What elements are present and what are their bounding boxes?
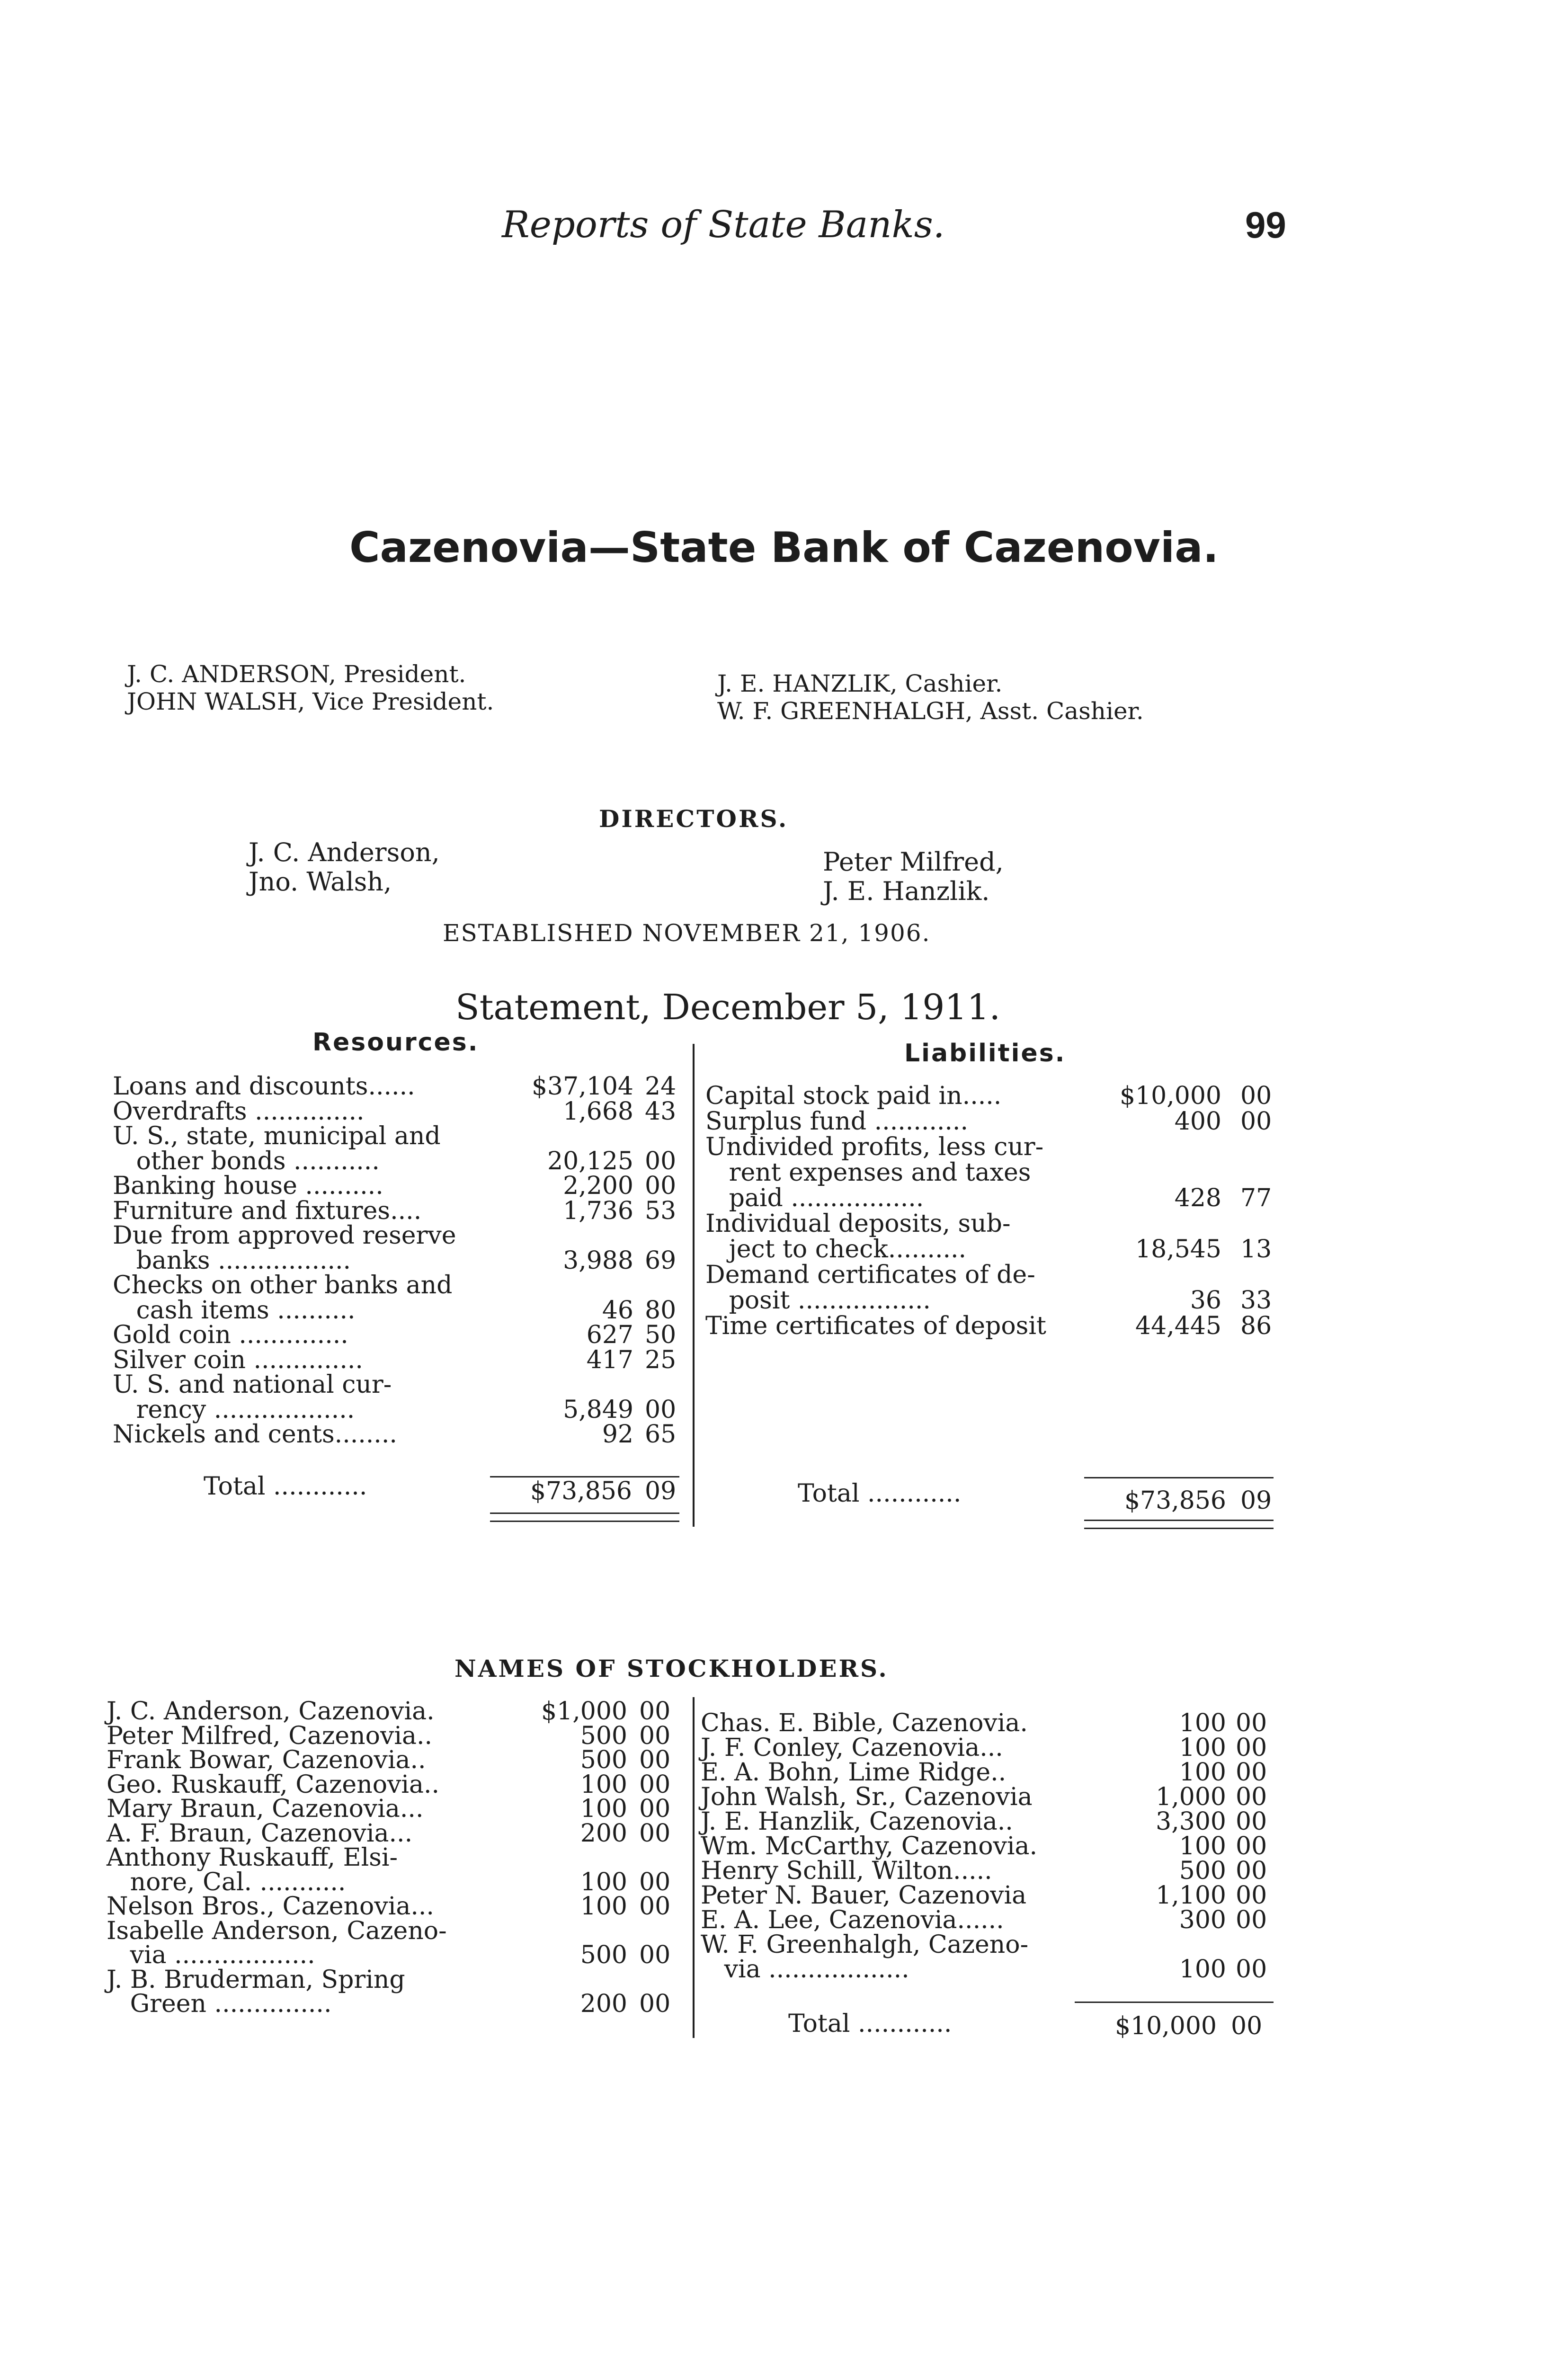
liabilities-total-rule [1084,1477,1274,1478]
row-cents: 00 [639,1990,671,2018]
row-label: U. S., state, municipal and [113,1122,441,1150]
row-cents: 69 [645,1246,677,1275]
row-label: Checks on other banks and [113,1271,453,1299]
row-dollars: 100 [580,1770,627,1799]
row-dollars: 20,125 [547,1147,633,1175]
table-row [107,1795,682,1821]
row-cents: 00 [1236,1955,1267,1984]
officer-president: J. C. ANDERSON, President. [127,660,466,688]
row-dollars: 36 [1190,1286,1221,1315]
table-row [701,1931,1278,1957]
table-row [107,1746,682,1772]
table-row [107,1868,682,1895]
row-label: Due from approved reserve [113,1221,456,1250]
row-label: Peter Milfred, Cazenovia.. [107,1721,433,1750]
liabilities-heading: Liabilities. [904,1039,1066,1068]
row-dollars: 1,100 [1156,1881,1226,1910]
row-label: Wm. McCarthy, Cazenovia. [701,1832,1038,1860]
row-cents: 86 [1240,1312,1272,1340]
row-cents: 00 [639,1868,671,1896]
table-row [701,1955,1278,1982]
table-row [107,1771,682,1797]
row-cents: 77 [1240,1184,1272,1212]
row-label: rency .................. [113,1395,355,1424]
row-label: J. E. Hanzlik, Cazenovia.. [701,1807,1013,1836]
row-cents: 00 [1236,1807,1267,1836]
row-dollars: $1,000 [541,1697,627,1726]
director-name: J. C. Anderson, [249,837,440,867]
directors-left [249,838,440,897]
row-label: paid ................. [705,1184,924,1212]
row-cents: 00 [1236,1832,1267,1860]
table-row [107,1697,682,1724]
row-label: other bonds ........... [113,1147,380,1175]
table-row [107,1722,682,1748]
table-row [701,1807,1278,1834]
row-dollars: 92 [602,1420,633,1449]
table-row [705,1082,1274,1108]
row-dollars: 100 [580,1795,627,1823]
row-label: Loans and discounts...... [113,1072,415,1101]
row-cents: 25 [645,1345,677,1374]
row-label: Chas. E. Bible, Cazenovia. [701,1709,1028,1737]
table-row [705,1210,1274,1236]
row-label: Overdrafts .............. [113,1097,365,1126]
director-name: J. E. Hanzlik. [823,876,990,906]
row-label: Furniture and fixtures.... [113,1196,422,1225]
table-row [107,1917,682,1943]
table-row [113,1097,681,1124]
director-name: Jno. Walsh, [249,867,392,897]
stockholders-total-cents: 00 [1231,2012,1263,2040]
row-dollars: 200 [580,1990,627,2018]
row-dollars: $10,000 [1119,1082,1221,1110]
row-label: Capital stock paid in..... [705,1082,1002,1110]
row-cents: 00 [639,1892,671,1921]
officers-left [127,660,494,715]
table-row [113,1221,681,1248]
row-cents: 00 [1236,1906,1267,1934]
row-dollars: 44,445 [1135,1312,1221,1340]
table-row [705,1261,1274,1287]
table-row [107,1843,682,1870]
running-head-title: Reports of State Banks. [502,204,945,246]
row-label: posit ................. [705,1286,931,1315]
row-dollars: 100 [1179,1832,1226,1860]
row-cents: 00 [639,1941,671,1969]
table-row [701,1734,1278,1760]
row-label: Surplus fund ............ [705,1107,968,1136]
row-label: E. A. Lee, Cazenovia...... [701,1906,1004,1934]
established-date: ESTABLISHED NOVEMBER 21, 1906. [443,919,931,947]
row-label: U. S. and national cur- [113,1370,392,1399]
row-label: banks ................. [113,1246,351,1275]
officer-asst-cashier: W. F. GREENHALGH, Asst. Cashier. [717,697,1144,725]
director-name: Peter Milfred, [823,847,1004,877]
row-cents: 00 [639,1721,671,1750]
table-row [113,1246,681,1273]
row-dollars: 100 [580,1868,627,1896]
row-label: J. F. Conley, Cazenovia... [701,1734,1003,1762]
row-cents: 33 [1240,1286,1272,1315]
row-cents: 00 [639,1746,671,1774]
row-cents: 00 [645,1147,677,1175]
row-label: J. B. Bruderman, Spring [107,1965,405,1994]
row-label: Mary Braun, Cazenovia... [107,1795,424,1823]
officers-right [717,670,1144,725]
liabilities-total-label: Total ............ [798,1479,962,1508]
officer-vice-president: JOHN WALSH, Vice President. [127,688,494,715]
table-row [107,1941,682,1967]
row-label: A. F. Braun, Cazenovia... [107,1819,413,1848]
row-label: Henry Schill, Wilton..... [701,1857,992,1885]
statement-column-rule [693,1044,695,1527]
row-label: Nelson Bros., Cazenovia... [107,1892,434,1921]
row-dollars: 100 [1179,1709,1226,1737]
bank-title: Cazenovia—State Bank of Cazenovia. [349,523,1219,572]
resources-total-label: Total ............ [204,1472,367,1501]
row-dollars: 100 [580,1892,627,1921]
page-number: 99 [1245,204,1286,246]
row-cents: 00 [645,1172,677,1200]
table-row [113,1072,681,1099]
row-cents: 53 [645,1196,677,1225]
row-dollars: 2,200 [563,1172,633,1200]
liabilities-total-dollars: $73,856 [1124,1486,1226,1515]
table-row [107,1966,682,1992]
table-row [701,1832,1278,1859]
row-dollars: $37,104 [531,1072,633,1101]
table-row [701,1906,1278,1932]
row-dollars: 400 [1174,1107,1221,1136]
row-label: Frank Bowar, Cazenovia.. [107,1746,426,1774]
table-row [113,1147,681,1174]
row-cents: 00 [1236,1857,1267,1885]
row-label: Gold coin .............. [113,1321,348,1349]
row-label: cash items .......... [113,1296,356,1325]
row-label: via .................. [701,1955,909,1984]
stockholders-total-dollars: $10,000 [1114,2012,1217,2040]
row-label: Demand certificates of de- [705,1261,1035,1289]
stockholders-total-label: Total ............ [788,2010,952,2038]
resources-total-dollars: $73,856 [530,1477,632,1505]
liabilities-total-cents: 09 [1240,1486,1272,1515]
stockholders-total-rule [1075,2002,1274,2003]
row-cents: 00 [1236,1734,1267,1762]
row-label: W. F. Greenhalgh, Cazeno- [701,1931,1029,1959]
row-label: Individual deposits, sub- [705,1210,1011,1238]
table-row [705,1235,1274,1262]
row-cents: 80 [645,1296,677,1325]
stockholders-heading: NAMES OF STOCKHOLDERS. [454,1655,889,1682]
resources-total-cents: 09 [645,1477,677,1505]
table-row [701,1783,1278,1809]
row-label: Green ............... [107,1990,332,2018]
row-label: E. A. Bohn, Lime Ridge.. [701,1758,1007,1787]
officer-cashier: J. E. HANZLIK, Cashier. [717,670,1003,697]
row-label: ject to check.......... [705,1235,967,1264]
row-cents: 00 [639,1697,671,1726]
row-cents: 43 [645,1097,677,1126]
table-row [113,1370,681,1397]
row-label: Anthony Ruskauff, Elsi- [107,1843,398,1872]
statement-title: Statement, December 5, 1911. [455,987,1001,1028]
row-label: rent expenses and taxes [705,1158,1031,1187]
row-dollars: 627 [586,1321,633,1349]
table-row [113,1172,681,1198]
row-dollars: 3,300 [1156,1807,1226,1836]
table-row [705,1158,1274,1185]
row-dollars: 500 [1179,1857,1226,1885]
table-row [701,1709,1278,1735]
row-dollars: 428 [1174,1184,1221,1212]
row-dollars: 500 [580,1721,627,1750]
row-cents: 00 [645,1395,677,1424]
table-row [705,1184,1274,1210]
row-dollars: 1,000 [1156,1783,1226,1811]
row-label: Peter N. Bauer, Cazenovia [701,1881,1027,1910]
row-cents: 00 [639,1819,671,1848]
row-dollars: 5,849 [563,1395,633,1424]
row-dollars: 417 [586,1345,633,1374]
table-row [113,1321,681,1347]
row-label: via .................. [107,1941,315,1969]
row-label: Time certificates of deposit [705,1312,1046,1340]
row-cents: 00 [1236,1881,1267,1910]
row-dollars: 200 [580,1819,627,1848]
row-dollars: 100 [1179,1955,1226,1984]
table-row [701,1758,1278,1785]
table-row [113,1271,681,1298]
table-row [113,1396,681,1422]
table-row [107,1892,682,1919]
row-cents: 00 [1240,1107,1272,1136]
directors-right [823,847,1004,906]
table-row [705,1133,1274,1159]
row-label: Banking house .......... [113,1172,383,1200]
table-row [701,1881,1278,1908]
row-cents: 13 [1240,1235,1272,1264]
resources-total-double-rule [490,1513,679,1522]
table-row [705,1312,1274,1338]
table-row [113,1296,681,1323]
row-label: Undivided profits, less cur- [705,1133,1044,1161]
table-row [107,1990,682,2016]
row-dollars: 18,545 [1135,1235,1221,1264]
row-cents: 00 [1236,1758,1267,1787]
liabilities-total-double-rule [1084,1520,1274,1529]
row-dollars: 1,668 [563,1097,633,1126]
row-label: Nickels and cents........ [113,1420,397,1449]
row-label: Geo. Ruskauff, Cazenovia.. [107,1770,440,1799]
row-dollars: 100 [1179,1758,1226,1787]
row-dollars: 100 [1179,1734,1226,1762]
row-dollars: 500 [580,1941,627,1969]
row-cents: 00 [1236,1709,1267,1737]
table-row [705,1107,1274,1134]
row-cents: 00 [1240,1082,1272,1110]
row-cents: 00 [639,1770,671,1799]
table-row [113,1346,681,1372]
row-dollars: 3,988 [563,1246,633,1275]
row-cents: 24 [645,1072,677,1101]
row-dollars: 1,736 [563,1196,633,1225]
row-label: Isabelle Anderson, Cazeno- [107,1916,447,1945]
row-label: nore, Cal. ........... [107,1868,346,1896]
row-label: John Walsh, Sr., Cazenovia [701,1783,1033,1811]
row-cents: 50 [645,1321,677,1349]
row-cents: 00 [1236,1783,1267,1811]
row-dollars: 300 [1179,1906,1226,1934]
row-cents: 65 [645,1420,677,1449]
table-row [705,1286,1274,1313]
table-row [113,1122,681,1148]
row-dollars: 46 [602,1296,633,1325]
row-cents: 00 [639,1795,671,1823]
row-dollars: 500 [580,1746,627,1774]
directors-heading: DIRECTORS. [599,805,789,833]
stockholders-column-rule [693,1697,695,2038]
table-row [113,1197,681,1223]
table-row [107,1819,682,1846]
row-label: Silver coin .............. [113,1345,363,1374]
resources-heading: Resources. [312,1028,479,1057]
table-row [701,1857,1278,1883]
table-row [113,1420,681,1447]
row-label: J. C. Anderson, Cazenovia. [107,1697,435,1726]
